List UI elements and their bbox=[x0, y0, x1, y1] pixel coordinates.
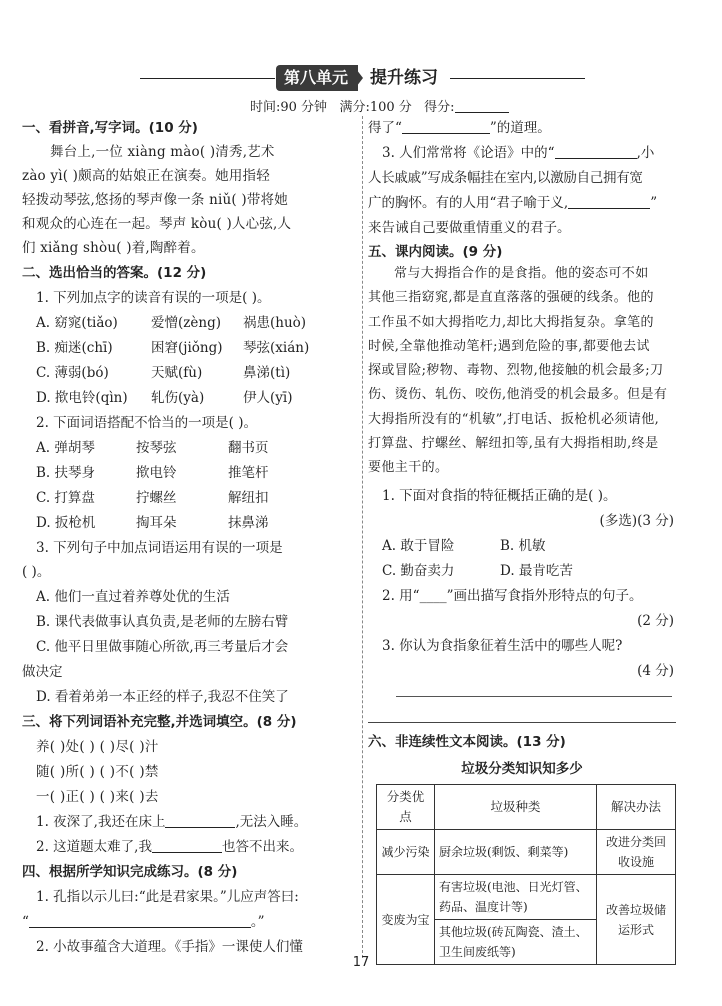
page-title: 提升练习 bbox=[370, 68, 438, 88]
section-2-heading: 二、选出恰当的答案。(12 分) bbox=[22, 265, 207, 281]
reading-passage: 常与大拇指合作的是食指。他的姿态可不如 其他三指窈窕,都是直直落落的强硬的线条。他的 工作虽不如大拇指吃力,却比大拇指复杂。拿笔的 时候,全靠他推动笔杆;遇到危险的事,都要他去试 探或冒险;秽物、毒物、烈物,他接触的机会最多;刀 伤、烫伤、轧伤、咬伤,他消受的机会最多。但是有 大拇指所没有的“机敏”,打电话、扳枪机必须请他, 打算盘、拧螺丝、解纽扣等,虽有大拇指相助,终是 要他主干的。 bbox=[368, 266, 668, 476]
s5-q1: 1. 下面对食指的特征概括正确的是( )。 bbox=[382, 488, 617, 504]
s2-q2-option-d[interactable]: D. 扳枪机 掏耳朵 抹鼻涕 bbox=[36, 515, 269, 531]
s2-q3-option-a[interactable]: A. 他们一直过着养尊处优的生活 bbox=[36, 589, 230, 605]
s2-q1-option-b[interactable]: B. 痴迷(chī) 困窘(jiǒng) 琴弦(xián) bbox=[36, 340, 310, 356]
s4-q1: 1. 孔指以示儿曰:“此是君家果。”儿应声答曰: bbox=[36, 889, 299, 905]
s2-q2-option-b[interactable]: B. 扶琴身 揿电铃 推笔杆 bbox=[36, 465, 269, 481]
s3-q2: 2. 这道题太难了,我 也答不出来。 bbox=[36, 839, 303, 855]
s4-q2: 2. 小故事蕴含大道理。《手指》一课使人们懂 bbox=[36, 939, 303, 955]
section-1-heading: 一、看拼音,写字词。(10 分) bbox=[22, 120, 198, 136]
unit-label: 第八单元 bbox=[276, 65, 358, 91]
s2-q3-option-c-cont: 做决定 bbox=[22, 664, 63, 680]
s5-q1-options-row-2[interactable]: C. 勤奋卖力 D. 最肯吃苦 bbox=[382, 563, 573, 579]
table-row bbox=[377, 830, 676, 875]
section-separator bbox=[368, 722, 676, 723]
s4-q3-blank-1[interactable] bbox=[555, 145, 637, 159]
s2-q3-option-d[interactable]: D. 看着弟弟一本正经的样子,我忍不住笑了 bbox=[36, 689, 289, 705]
s3-q1-blank[interactable] bbox=[165, 814, 235, 828]
s5-q3-score: (4 分) bbox=[637, 663, 674, 679]
s3-q2-blank[interactable] bbox=[152, 839, 222, 853]
s1-line-2: zào yì( )颇高的姑娘正在演奏。她用指轻 bbox=[22, 168, 270, 184]
section-3-heading: 三、将下列词语补充完整,并选词填空。(8 分) bbox=[22, 714, 297, 730]
table-header-row bbox=[377, 785, 676, 830]
s1-line-4: 和观众的心连在一起。琴声 kòu( )人心弦,人 bbox=[22, 216, 292, 232]
unit-arrow-icon bbox=[353, 65, 363, 91]
s3-row-2: 随( )所( ) ( )不( )禁 bbox=[36, 764, 159, 780]
s5-q2: 2. 用“____”画出描写食指外形特点的句子。 bbox=[382, 588, 643, 604]
table-header: 解决办法 bbox=[597, 785, 676, 830]
s2-q1-option-a[interactable]: A. 窈窕(tiǎo) 爱憎(zèng) 祸患(huò) bbox=[36, 315, 307, 331]
s4-q1-answer: “ 。” bbox=[22, 914, 265, 930]
s2-q3-option-b[interactable]: B. 课代表做事认真负责,是老师的左膀右臂 bbox=[36, 614, 289, 630]
s2-q3-line-1: 3. 下列句子中加点词语运用有误的一项是 bbox=[36, 540, 283, 556]
s3-row-1: 养( )处( ) ( )尽( )汁 bbox=[36, 739, 159, 755]
meta-line bbox=[250, 96, 509, 115]
s4-q3-blank-2[interactable] bbox=[568, 195, 650, 209]
section-4-heading: 四、根据所学知识完成练习。(8 分) bbox=[22, 864, 238, 880]
s1-line-5: 们 xiǎng shòu( )着,陶醉着。 bbox=[22, 240, 205, 256]
title-rule-right bbox=[450, 78, 585, 79]
s5-q2-score: (2 分) bbox=[637, 613, 674, 629]
s4-q3-line-4: 来告诫自己要做重情重义的君子。 bbox=[368, 220, 571, 236]
s2-q3-line-2: ( )。 bbox=[22, 564, 51, 580]
s4-q2-cont: 得了“ ”的道理。 bbox=[368, 120, 551, 136]
s2-q2: 2. 下面词语搭配不恰当的一项是( )。 bbox=[36, 415, 257, 431]
s2-q1-option-c[interactable]: C. 薄弱(bó) 天赋(fù) 鼻涕(tì) bbox=[36, 365, 291, 381]
s4-q1-blank[interactable] bbox=[29, 914, 251, 928]
table-header: 垃圾种类 bbox=[435, 785, 597, 830]
table-header: 分类优点 bbox=[377, 785, 435, 830]
s5-q1-note: (多选)(3 分) bbox=[599, 513, 674, 529]
s2-q1: 1. 下列加点字的读音有误的一项是( )。 bbox=[36, 290, 271, 306]
s2-q2-option-a[interactable]: A. 弹胡琴 按琴弦 翻书页 bbox=[36, 440, 269, 456]
s5-q1-options-row-1[interactable]: A. 敢于冒险 B. 机敏 bbox=[382, 538, 546, 554]
table-cell: 改进分类回收设施 bbox=[597, 830, 676, 875]
s3-row-3: 一( )正( ) ( )来( )去 bbox=[36, 789, 159, 805]
s4-q3-line-1: 3. 人们常常将《论语》中的“ ,小 bbox=[382, 145, 655, 161]
s4-q3-line-3: 广的胸怀。有的人用“君子喻于义, ” bbox=[368, 195, 658, 211]
s4-q3-line-2: 人长戚戚”写成条幅挂在室内,以激励自己拥有宽 bbox=[368, 170, 643, 186]
s4-q2-blank[interactable] bbox=[402, 120, 490, 134]
s5-q3: 3. 你认为食指象征着生活中的哪些人呢? bbox=[382, 638, 623, 654]
table-cell: 其他垃圾(砖瓦陶瓷、渣土、卫生间废纸等) bbox=[435, 920, 597, 965]
table-row bbox=[377, 875, 676, 920]
column-divider bbox=[362, 116, 363, 958]
table-cell: 有害垃圾(电池、日光灯管、药品、温度计等) bbox=[435, 875, 597, 920]
table-title: 垃圾分类知识知多少 bbox=[461, 761, 583, 777]
s2-q3-option-c[interactable]: C. 他平日里做事随心所欲,再三考量后才会 bbox=[36, 639, 289, 655]
section-6-heading: 六、非连续性文本阅读。(13 分) bbox=[368, 734, 566, 750]
meta-text: 时间:90 分钟 满分:100 分 得分: bbox=[250, 100, 455, 115]
s3-q1: 1. 夜深了,我还在床上 ,无法入睡。 bbox=[36, 814, 308, 830]
garbage-table bbox=[376, 784, 676, 965]
s5-q3-answer-line[interactable] bbox=[396, 696, 672, 697]
s2-q1-option-d[interactable]: D. 揿电铃(qìn) 轧伤(yà) 伊人(yī) bbox=[36, 390, 293, 406]
s1-line-3: 轻拨动琴弦,悠扬的琴声像一条 niǔ( )带将她 bbox=[22, 192, 288, 208]
page-number: 17 bbox=[352, 955, 370, 970]
table-cell: 减少污染 bbox=[377, 830, 435, 875]
title-rule-left bbox=[140, 78, 275, 79]
s1-line-1: 舞台上,一位 xiàng mào( )清秀,艺术 bbox=[50, 144, 275, 160]
table-cell: 厨余垃圾(剩饭、剩菜等) bbox=[435, 830, 597, 875]
section-5-heading: 五、课内阅读。(9 分) bbox=[368, 244, 503, 260]
title-band bbox=[0, 65, 722, 93]
table-cell: 变废为宝 bbox=[377, 875, 435, 965]
s2-q2-option-c[interactable]: C. 打算盘 拧螺丝 解纽扣 bbox=[36, 490, 269, 506]
score-blank[interactable] bbox=[455, 99, 509, 113]
table-cell: 改善垃圾储运形式 bbox=[597, 875, 676, 965]
